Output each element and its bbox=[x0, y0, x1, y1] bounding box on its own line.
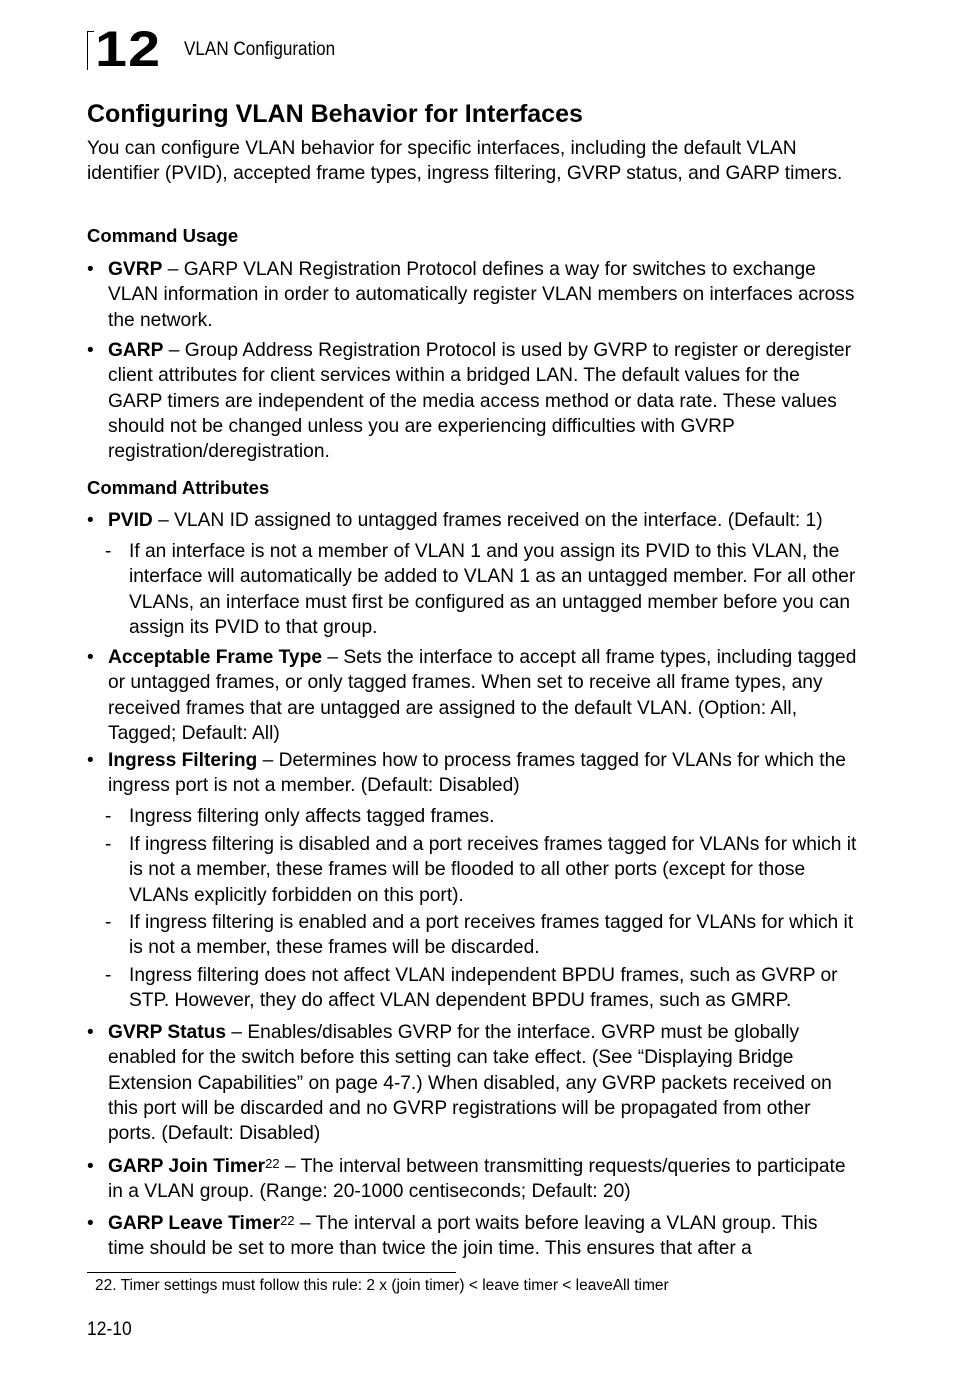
term: GVRP Status bbox=[108, 1022, 227, 1043]
subitem-text: If ingress filtering is enabled and a port receives frames tagged for VLANs for which it is not a member, these frames will be discarded. bbox=[129, 912, 854, 959]
command-usage-heading: Command Usage bbox=[87, 225, 239, 246]
attr-item-ingress-filtering bbox=[87, 748, 857, 799]
term: GARP Leave Timer bbox=[108, 1213, 281, 1234]
subitem-text: If ingress filtering is disabled and a port receives frames tagged for VLANs for which it is not a member, these frames will be flooded to all other ports (except for those VLANs explicitly forbidden on this port). bbox=[129, 834, 857, 906]
term: Ingress Filtering bbox=[108, 750, 258, 771]
term: GARP bbox=[108, 340, 164, 361]
dash: - bbox=[105, 806, 112, 827]
bullet: • bbox=[87, 510, 94, 531]
description: – Sets the interface to accept all frame types, including tagged or untagged frames, or only tagged frames. When set to receive all frame types, any received frames that are untagged are assigned to the default VLAN. (Option: All, Tagged; Default: All) bbox=[108, 647, 857, 744]
dash: - bbox=[105, 834, 112, 855]
description: – GARP VLAN Registration Protocol defines a way for switches to exchange VLAN information in order to automatically register VLAN members on interfaces across the network. bbox=[108, 259, 855, 331]
description: – The interval a port waits before leaving a VLAN group. This time should be set to more than twice the join time. This ensures that after a bbox=[108, 1213, 818, 1260]
usage-item-garp bbox=[87, 338, 857, 464]
term: GARP Join Timer bbox=[108, 1156, 266, 1177]
bullet: • bbox=[87, 259, 94, 280]
bullet: • bbox=[87, 1213, 94, 1234]
command-attributes-heading: Command Attributes bbox=[87, 477, 270, 498]
attr-item-garp-leave-timer bbox=[87, 1211, 857, 1262]
chapter-number-text: 12 bbox=[95, 21, 162, 77]
chapter-number bbox=[87, 21, 173, 77]
intro-paragraph: You can configure VLAN behavior for specific interfaces, including the default VLAN identifier (PVID), accepted frame types, ingress filtering, GVRP status, and GARP timers. bbox=[87, 138, 843, 185]
description: – The interval between transmitting requests/queries to participate in a VLAN group. (Range: 20-1000 centiseconds; Default: 20) bbox=[108, 1156, 846, 1203]
bullet: • bbox=[87, 1022, 94, 1043]
footnote-ref: 22 bbox=[265, 1156, 280, 1171]
section-title: Configuring VLAN Behavior for Interfaces bbox=[87, 100, 583, 128]
pvid-subitem bbox=[105, 539, 857, 640]
footnote: 22. Timer settings must follow this rule: 2 x (join timer) < leave timer < leaveAll timer bbox=[95, 1277, 669, 1294]
description: – Determines how to process frames tagged for VLANs for which the ingress port is not a member. (Default: Disabled) bbox=[108, 750, 846, 797]
attr-item-gvrp-status bbox=[87, 1020, 857, 1146]
description: – Group Address Registration Protocol is used by GVRP to register or deregister client attributes for client services within a bridged LAN. The default values for the GARP timers are independent of the media access method or data rate. These values should not be changed unless you are experiencing difficulties with GVRP registration/deregistration. bbox=[108, 340, 851, 463]
running-header-title: VLAN Configuration bbox=[184, 39, 336, 60]
ingress-subitem bbox=[105, 804, 857, 829]
subitem-text: Ingress filtering does not affect VLAN independent BPDU frames, such as GVRP or STP. However, they do affect VLAN dependent BPDU frames, such as GMRP. bbox=[129, 965, 838, 1012]
term: Acceptable Frame Type bbox=[108, 647, 322, 668]
subitem-text: If an interface is not a member of VLAN 1 and you assign its PVID to this VLAN, the interface will automatically be added to VLAN 1 as an untagged member. For all other VLANs, an interface must first be configured as an untagged member before you can assign its PVID to that group. bbox=[129, 541, 856, 638]
chapter-number-frame bbox=[87, 31, 94, 70]
dash: - bbox=[105, 541, 112, 562]
bullet: • bbox=[87, 750, 94, 771]
description: – VLAN ID assigned to untagged frames received on the interface. (Default: 1) bbox=[152, 510, 823, 531]
footnote-divider bbox=[87, 1272, 456, 1273]
subitem-text: Ingress filtering only affects tagged frames. bbox=[129, 806, 495, 827]
term: PVID bbox=[108, 510, 153, 531]
ingress-subitem bbox=[105, 963, 857, 1014]
dash: - bbox=[105, 965, 112, 986]
page-number: 12-10 bbox=[87, 1319, 132, 1340]
footnote-ref: 22 bbox=[280, 1213, 295, 1228]
attr-item-acceptable-frame-type bbox=[87, 645, 857, 746]
attr-item-pvid bbox=[87, 508, 857, 533]
ingress-subitem bbox=[105, 832, 857, 908]
attr-item-garp-join-timer bbox=[87, 1154, 857, 1205]
term: GVRP bbox=[108, 259, 163, 280]
description: – Enables/disables GVRP for the interface. GVRP must be globally enabled for the switch before this setting can take effect. (See “Displaying Bridge Extension Capabilities” on page 4-7.) When disabled, any GVRP packets received on this port will be discarded and no GVRP registrations will be propagated from other ports. (Default: Disabled) bbox=[108, 1022, 832, 1145]
bullet: • bbox=[87, 647, 94, 668]
ingress-subitem bbox=[105, 910, 857, 961]
usage-item-gvrp bbox=[87, 257, 857, 333]
dash: - bbox=[105, 912, 112, 933]
bullet: • bbox=[87, 1156, 94, 1177]
bullet: • bbox=[87, 340, 94, 361]
